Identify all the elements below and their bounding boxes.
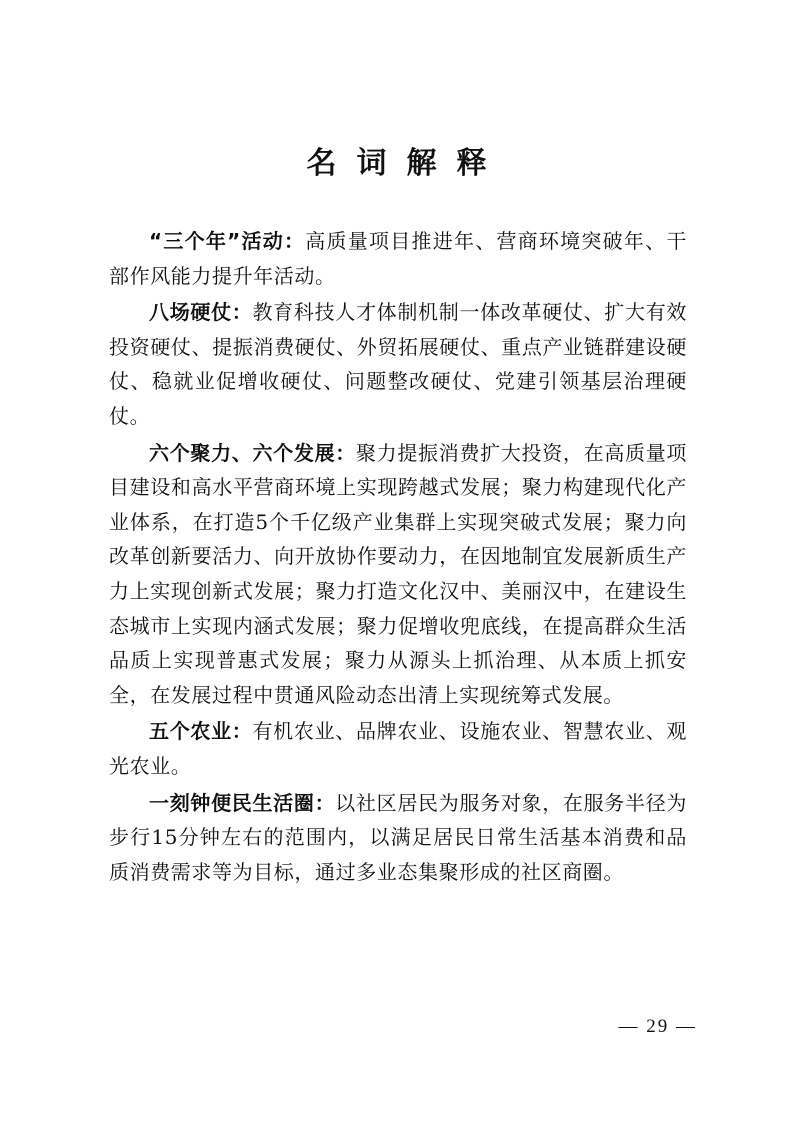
glossary-definition: 以社区居民为服务对象，在服务半径为步行15分钟左右的范围内，以满足居民日常生活基本消费和品质消费需求等为目标，通过多业态集聚形成的社区商圈。 [109,790,687,884]
glossary-term: 八场硬仗： [149,300,253,325]
glossary-entry [109,295,687,433]
glossary-entry [109,714,687,783]
glossary-definition: 聚力提振消费扩大投资，在高质量项目建设和高水平营商环境上实现跨越式发展；聚力构建现代化产业体系，在打造5个千亿级产业集群上实现突破式发展；聚力向改革创新要活力、向开放协作要动力，在因地制宜发展新质生产力上实现创新式发展；聚力打造文化汉中、美丽汉中，在建设生态城市上实现内涵式发展；聚力促增收兜底线，在提高群众生活品质上实现普惠式发展；聚力从源头上抓治理、从本质上抓安全，在发展过程中贯通风险动态出清上实现统筹式发展。 [109,440,688,707]
glossary-term: 五个农业： [149,719,253,744]
glossary-list [109,224,687,891]
glossary-definition: 教育科技人才体制机制一体改革硬仗、扩大有效投资硬仗、提振消费硬仗、外贸拓展硬仗、重点产业链群建设硬仗、稳就业促增收硬仗、问题整改硬仗、党建引领基层治理硬仗。 [109,300,687,428]
glossary-entry [109,224,687,293]
glossary-definition: 高质量项目推进年、营商环境突破年、干部作风能力提升年活动。 [109,229,687,288]
glossary-definition: 有机农业、品牌农业、设施农业、智慧农业、观光农业。 [109,719,687,778]
glossary-term: 一刻钟便民生活圈： [149,790,336,815]
page-title: 名词解释 [306,146,507,181]
glossary-term: 六个聚力、六个发展： [149,440,356,465]
glossary-entry [109,436,687,713]
glossary-term: “三个年”活动： [149,229,306,253]
page-number: — 29 — [618,1016,697,1037]
glossary-entry [109,786,687,890]
